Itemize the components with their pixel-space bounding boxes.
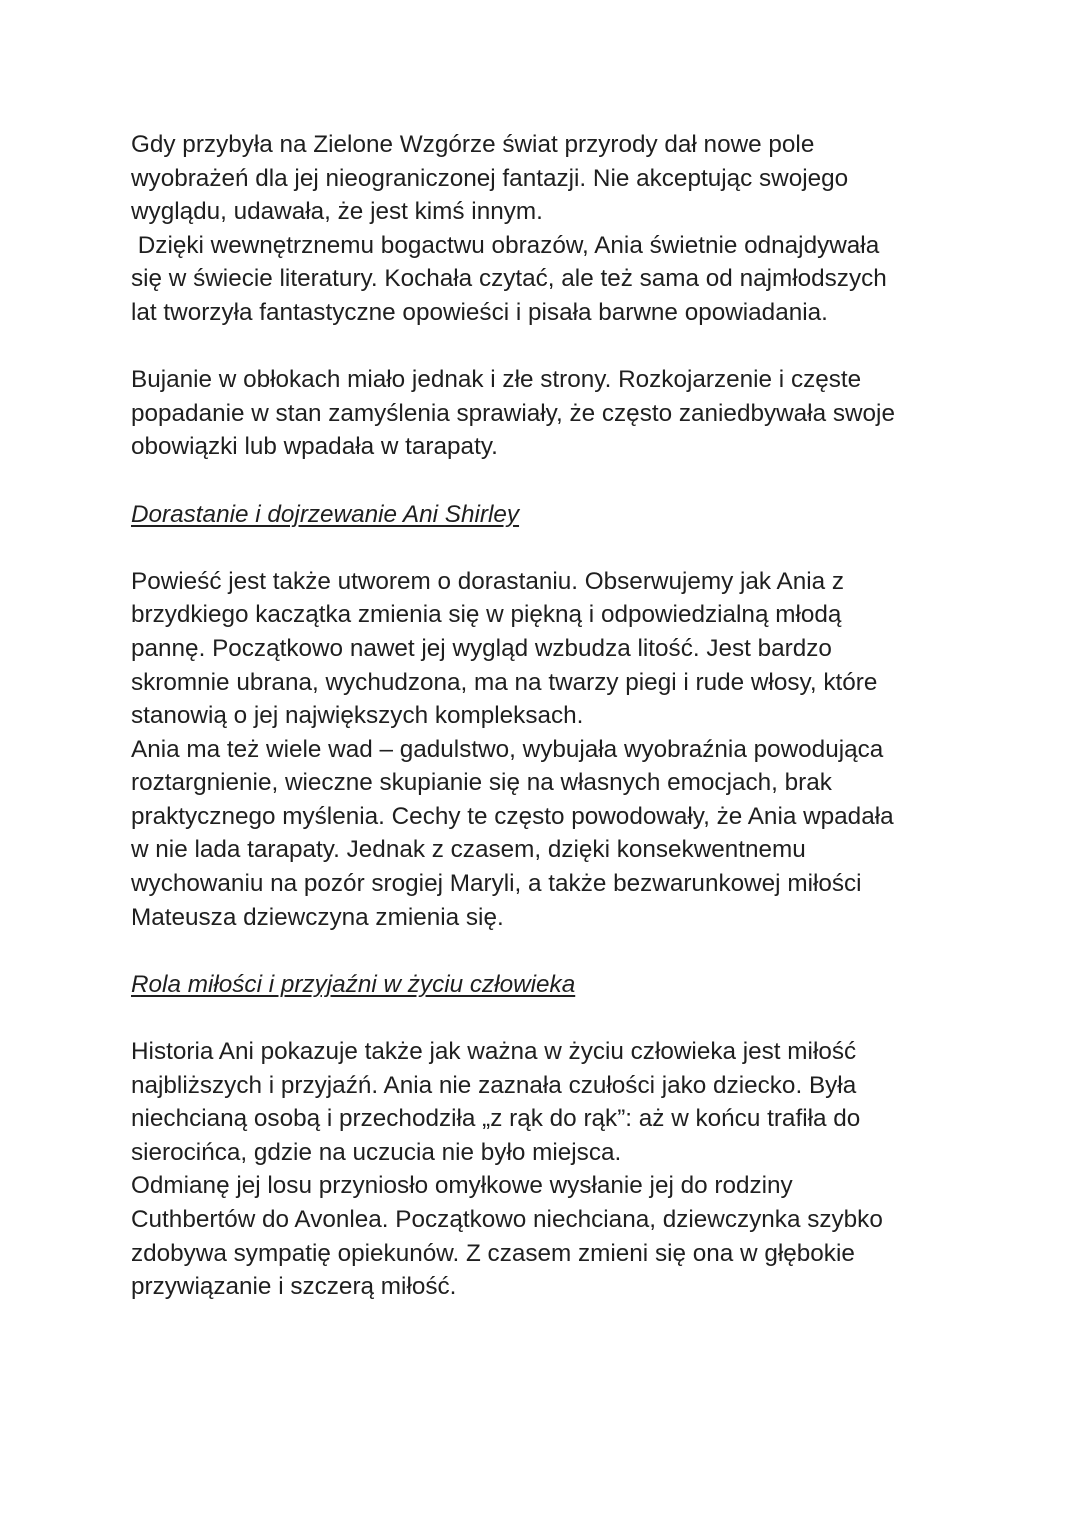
- paragraph-1: [131, 128, 951, 330]
- text-line: Powieść jest także utworem o dorastaniu. Obserwujemy jak Ania z: [131, 567, 845, 595]
- text-line: Cuthbertów do Avonlea. Początkowo niechciana, dziewczynka szybko: [131, 1206, 883, 1233]
- section-heading-growing-up: Dorastanie i dojrzewanie Ani Shirley: [131, 500, 520, 528]
- paragraph-2: [131, 363, 951, 464]
- text-line: się w świecie literatury. Kochała czytać, ale też sama od najmłodszych: [131, 265, 887, 293]
- text-line: Mateusza dziewczyna zmienia się.: [131, 903, 504, 931]
- text-line: zdobywa sympatię opiekunów. Z czasem zmieni się ona w głębokie: [131, 1239, 855, 1267]
- blank-line: [131, 464, 951, 498]
- blank-line: [131, 531, 951, 565]
- text-line: stanowią o jej największych kompleksach.: [131, 702, 584, 730]
- text-line: roztargnienie, wieczne skupianie się na własnych emocjach, brak: [131, 769, 832, 797]
- text-line: wyglądu, udawała, że jest kimś innym.: [131, 198, 543, 226]
- text-line: Ania ma też wiele wad – gadulstwo, wybujała wyobraźnia powodująca: [131, 735, 884, 763]
- text-line: Bujanie w obłokach miało jednak i złe strony. Rozkojarzenie i częste: [131, 366, 862, 394]
- section-heading-love-friendship: Rola miłości i przyjaźni w życiu człowieka: [131, 970, 576, 998]
- text-line: sierocińca, gdzie na uczucia nie było miejsca.: [131, 1138, 622, 1166]
- text-line: lat tworzyła fantastyczne opowieści i pisała barwne opowiadania.: [131, 298, 828, 326]
- text-line: skromnie ubrana, wychudzona, ma na twarzy piegi i rude włosy, które: [131, 668, 878, 696]
- blank-line: [131, 934, 951, 968]
- text-line: popadanie w stan zamyślenia sprawiały, że często zaniedbywała swoje: [131, 399, 895, 427]
- text-line: Dzięki wewnętrznemu bogactwu obrazów, Ania świetnie odnajdywała: [131, 231, 880, 259]
- text-line: Historia Ani pokazuje także jak ważna w życiu człowieka jest miłość: [131, 1038, 857, 1066]
- blank-line: [131, 1001, 951, 1035]
- text-line: brzydkiego kaczątka zmienia się w piękną i odpowiedzialną młodą: [131, 601, 842, 629]
- text-line: wyobrażeń dla jej nieograniczonej fantazji. Nie akceptując swojego: [131, 164, 849, 192]
- paragraph-3: [131, 565, 951, 935]
- text-line: najbliższych i przyjaźń. Ania nie zaznała czułości jako dziecko. Była: [131, 1071, 857, 1099]
- document-body: [131, 128, 951, 1304]
- text-line: Gdy przybyła na Zielone Wzgórze świat przyrody dał nowe pole: [131, 131, 815, 158]
- text-line: niechcianą osobą i przechodziła „z rąk do rąk”: aż w końcu trafiła do: [131, 1105, 861, 1133]
- text-line: przywiązanie i szczerą miłość.: [131, 1273, 457, 1301]
- paragraph-4: [131, 1035, 951, 1304]
- text-line: pannę. Początkowo nawet jej wygląd wzbudza litość. Jest bardzo: [131, 634, 832, 662]
- blank-line: [131, 330, 951, 364]
- text-line: wychowaniu na pozór srogiej Maryli, a także bezwarunkowej miłości: [131, 870, 862, 898]
- text-line: obowiązki lub wpadała w tarapaty.: [131, 433, 498, 461]
- text-line: Odmianę jej losu przyniosło omyłkowe wysłanie jej do rodziny: [131, 1172, 793, 1200]
- text-line: praktycznego myślenia. Cechy te często powodowały, że Ania wpadała: [131, 802, 894, 830]
- text-line: w nie lada tarapaty. Jednak z czasem, dzięki konsekwentnemu: [131, 836, 806, 864]
